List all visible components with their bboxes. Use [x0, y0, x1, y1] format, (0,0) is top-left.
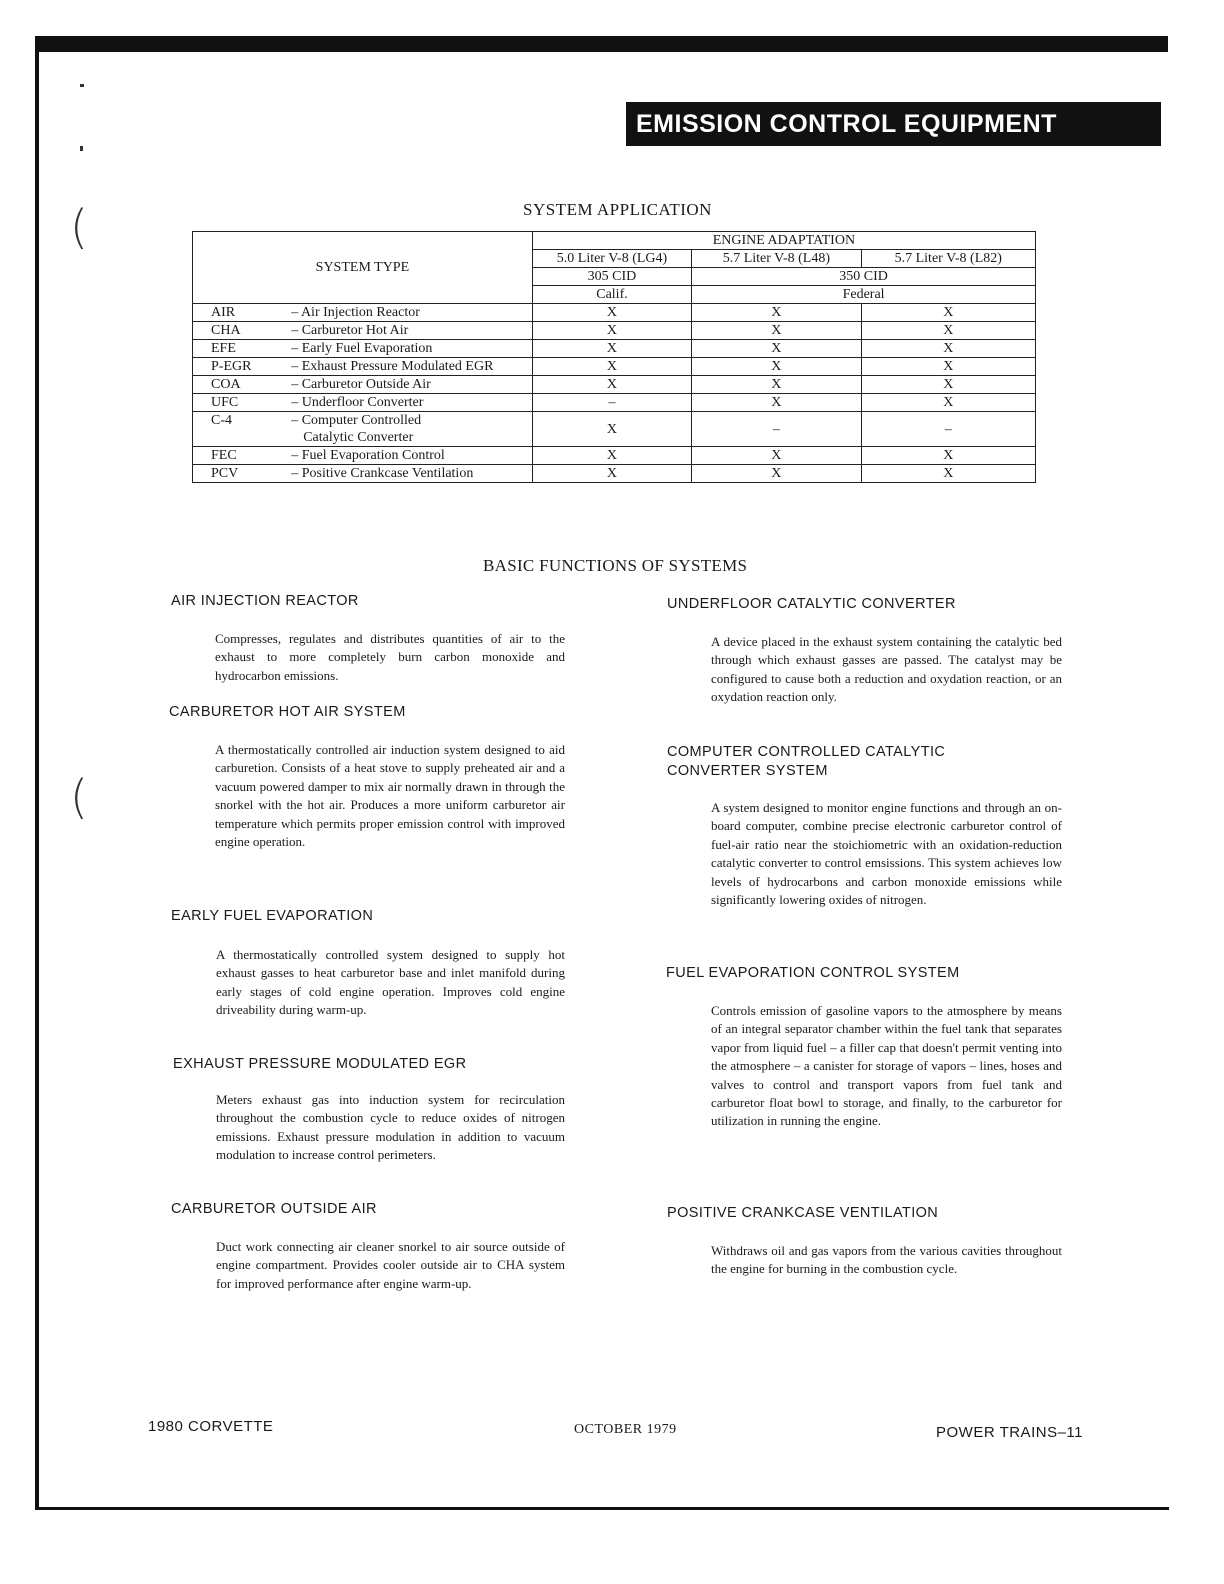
ufc-text: A device placed in the exhaust system containing the catalytic bed through which exhaust gasses are passed. The catalyst may be configured to cause both a reduction and oxydation reaction, or an oxydation reaction only.	[711, 634, 1062, 705]
pcv-text: Withdraws oil and gas vapors from the various cavities throughout the engine for burning in the combustion cycle.	[711, 1243, 1062, 1277]
cid-305-header: 305 CID	[532, 268, 691, 286]
cid-350-header: 350 CID	[692, 268, 1036, 286]
cha-text: A thermostatically controlled air induction system designed to aid carburetion. Consists of a heat stove to supply preheated air and a vacuum powered damper to mix air normally drawn in through the snorkel with the hot air. Produces a more uniform carburetor air temperature which permits proper emission control with improved engine operation.	[215, 742, 565, 850]
basic-functions-title: BASIC FUNCTIONS OF SYSTEMS	[483, 556, 748, 575]
cell-lg4: X	[532, 358, 691, 376]
table-row	[193, 304, 1036, 322]
table-row	[193, 447, 1036, 465]
egr-heading: EXHAUST PRESSURE MODULATED EGR	[173, 1056, 467, 1072]
c4-text: A system designed to monitor engine functions and through an on-board computer, combine precise electronic carburetor control of fuel-air ratio near the stoichiometric with an oxidation-reduction catalytic converter to control emsissions. This system achieves low levels of hydrocarbons and carbon monoxide emissions while significantly lowering oxides of nitrogen.	[711, 800, 1062, 908]
system-description: – Carburetor Outside Air	[287, 376, 532, 394]
system-code: AIR	[193, 304, 288, 322]
c4-heading-line1: COMPUTER CONTROLLED CATALYTIC	[667, 744, 946, 760]
footer-page-number: POWER TRAINS–11	[936, 1424, 1083, 1441]
cell-l48: X	[692, 340, 861, 358]
cell-l82: X	[861, 376, 1035, 394]
binding-hole-mark: (	[70, 770, 88, 824]
system-description: – Positive Crankcase Ventilation	[287, 465, 532, 483]
cell-lg4: X	[532, 304, 691, 322]
table-row	[193, 322, 1036, 340]
system-type-header: SYSTEM TYPE	[193, 232, 533, 304]
table-title: SYSTEM APPLICATION	[523, 200, 712, 219]
footer-date: OCTOBER 1979	[574, 1422, 677, 1437]
fec-heading: FUEL EVAPORATION CONTROL SYSTEM	[666, 965, 960, 981]
table-row	[193, 465, 1036, 483]
coa-heading: CARBURETOR OUTSIDE AIR	[171, 1201, 377, 1217]
cell-lg4: –	[532, 394, 691, 412]
table-row	[193, 358, 1036, 376]
cell-l48: X	[692, 394, 861, 412]
cell-l82: X	[861, 447, 1035, 465]
system-code: P-EGR	[193, 358, 288, 376]
c4-heading-line2: CONVERTER SYSTEM	[667, 763, 828, 779]
cell-l48: –	[692, 412, 861, 447]
cell-l82: X	[861, 358, 1035, 376]
table-row	[193, 394, 1036, 412]
system-code: FEC	[193, 447, 288, 465]
system-description: – Carburetor Hot Air	[287, 322, 532, 340]
cell-lg4: X	[532, 376, 691, 394]
system-code: C-4	[193, 412, 288, 447]
region-federal-header: Federal	[692, 286, 1036, 304]
system-description-line2: Catalytic Converter	[303, 430, 414, 445]
top-border-bar	[36, 36, 1168, 52]
egr-text: Meters exhaust gas into induction system for recirculation throughout the combustion cycle to reduce oxides of nitrogen emissions. Exhaust pressure modulation in addition to vacuum modulation to increase control perimeters.	[216, 1092, 565, 1163]
cell-l82: X	[861, 322, 1035, 340]
system-code: COA	[193, 376, 288, 394]
air-heading: AIR INJECTION REACTOR	[171, 593, 359, 609]
region-calif-header: Calif.	[532, 286, 691, 304]
left-border-rule	[35, 36, 39, 1510]
cell-l82: –	[861, 412, 1035, 447]
system-description: – Early Fuel Evaporation	[287, 340, 532, 358]
cell-l48: X	[692, 322, 861, 340]
cell-lg4: X	[532, 465, 691, 483]
efe-heading: EARLY FUEL EVAPORATION	[171, 908, 374, 924]
system-description: – Underfloor Converter	[287, 394, 532, 412]
table-row	[193, 376, 1036, 394]
efe-text: A thermostatically controlled system designed to supply hot exhaust gasses to heat carburetor base and inlet manifold during early stages of cold engine operation. Improves cold engine driveability during warm-up.	[216, 947, 565, 1018]
table-row	[193, 340, 1036, 358]
fec-text: Controls emission of gasoline vapors to the atmosphere by means of an integral separator chamber within the fuel tank that separates vapor from liquid fuel – a filler cap that doesn't permit venting into the atmosphere – a canister for storage of vapors – lines, hoses and valves to control and transport vapors from fuel tank and carburetor float bowl to storage, and finally, to the carburetor for utilization in running the engine.	[711, 1003, 1062, 1129]
air-text: Compresses, regulates and distributes quantities of air to the exhaust to more completely burn carbon monoxide and hydrocarbon emissions.	[215, 631, 565, 683]
system-code: PCV	[193, 465, 288, 483]
system-application-table	[192, 231, 1036, 483]
cell-l48: X	[692, 447, 861, 465]
page-title-banner: EMISSION CONTROL EQUIPMENT	[626, 102, 1161, 146]
cell-lg4: X	[532, 340, 691, 358]
margin-mark	[80, 84, 84, 87]
system-description-line1: – Computer Controlled	[291, 413, 422, 428]
bottom-border-rule	[35, 1507, 1169, 1510]
cell-lg4: X	[532, 322, 691, 340]
cell-l48: X	[692, 358, 861, 376]
pcv-heading: POSITIVE CRANKCASE VENTILATION	[667, 1205, 939, 1221]
binding-hole-mark: (	[70, 200, 88, 254]
system-description: – Air Injection Reactor	[287, 304, 532, 322]
coa-text: Duct work connecting air cleaner snorkel to air source outside of engine compartment. Provides cooler outside air to CHA system for improved performance after engine warm-up.	[216, 1239, 565, 1291]
margin-mark	[80, 146, 83, 151]
cell-l82: X	[861, 304, 1035, 322]
system-code: EFE	[193, 340, 288, 358]
table-row	[193, 412, 1036, 447]
cell-l48: X	[692, 465, 861, 483]
system-code: UFC	[193, 394, 288, 412]
system-description	[287, 412, 532, 447]
engine-lg4-header: 5.0 Liter V-8 (LG4)	[532, 250, 691, 268]
cell-l82: X	[861, 394, 1035, 412]
system-description: – Exhaust Pressure Modulated EGR	[287, 358, 532, 376]
cell-l48: X	[692, 304, 861, 322]
cell-l82: X	[861, 340, 1035, 358]
cell-l48: X	[692, 376, 861, 394]
engine-adaptation-header: ENGINE ADAPTATION	[532, 232, 1035, 250]
cell-l82: X	[861, 465, 1035, 483]
cha-heading: CARBURETOR HOT AIR SYSTEM	[169, 704, 406, 720]
system-description: – Fuel Evaporation Control	[287, 447, 532, 465]
engine-l48-header: 5.7 Liter V-8 (L48)	[692, 250, 861, 268]
footer-model: 1980 CORVETTE	[148, 1418, 274, 1435]
ufc-heading: UNDERFLOOR CATALYTIC CONVERTER	[667, 596, 956, 612]
cell-lg4: X	[532, 447, 691, 465]
cell-lg4: X	[532, 412, 691, 447]
engine-l82-header: 5.7 Liter V-8 (L82)	[861, 250, 1035, 268]
system-code: CHA	[193, 322, 288, 340]
